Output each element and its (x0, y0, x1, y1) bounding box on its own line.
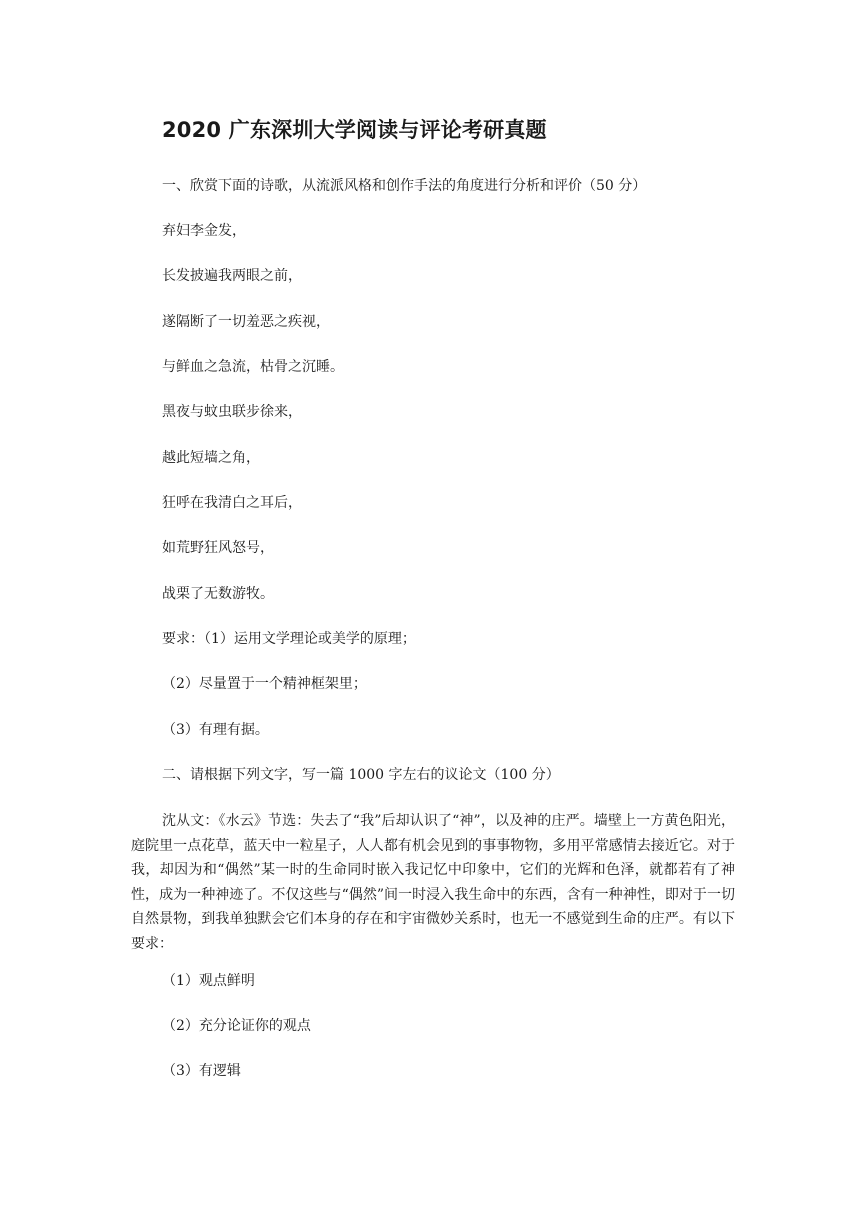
poem-line-6: 越此短墙之角， (162, 450, 260, 466)
section2-requirement-2: （2）充分论证你的观点 (162, 1018, 311, 1034)
poem-line-1: 弃妇李金发， (162, 223, 246, 239)
document-title: 2020 广东深圳大学阅读与评论考研真题 (162, 118, 547, 142)
section2-requirement-3: （3）有逻辑 (162, 1063, 241, 1079)
poem-line-2: 长发披遍我两眼之前， (162, 268, 302, 284)
section1-requirement-2: （2）尽量置于一个精神框架里； (162, 676, 367, 692)
poem-line-5: 黑夜与蚊虫联步徐来， (162, 404, 302, 420)
poem-line-4: 与鲜血之急流，枯骨之沉睡。 (162, 359, 344, 375)
section1-heading: 一、欣赏下面的诗歌，从流派风格和创作手法的角度进行分析和评价（50 分） (162, 178, 647, 194)
section2-heading: 二、请根据下列文字，写一篇 1000 字左右的议论文（100 分） (162, 767, 560, 783)
poem-line-9: 战栗了无数游牧。 (162, 586, 274, 602)
poem-line-3: 遂隔断了一切羞恶之疾视， (162, 314, 330, 330)
section2-requirement-1: （1）观点鲜明 (162, 973, 255, 989)
poem-line-8: 如荒野狂风怒号， (162, 540, 274, 556)
section2-passage: 沈从文：《水云》节选：失去了“我”后却认识了“神”，以及神的庄严。墙壁上一方黄色阳光，庭院里一点花草，蓝天中一粒星子，人人都有机会见到的事事物物，多用平常感情去接近它。对于我，却因为和“偶然”某一时的生命同时嵌入我记忆中印象中，它们的光辉和色泽，就都若有了神性，成为一种神迹了。不仅这些与“偶然”间一时浸入我生命中的东西，含有一种神性，即对于一切自然景物，到我单独默会它们本身的存在和宇宙微妙关系时，也无一不感觉到生命的庄严。有以下要求： (131, 813, 735, 952)
poem-line-7: 狂呼在我清白之耳后， (162, 495, 302, 511)
section1-requirement-3: （3）有理有据。 (162, 722, 269, 738)
section1-requirement-1: 要求：（1）运用文学理论或美学的原理； (162, 631, 416, 647)
